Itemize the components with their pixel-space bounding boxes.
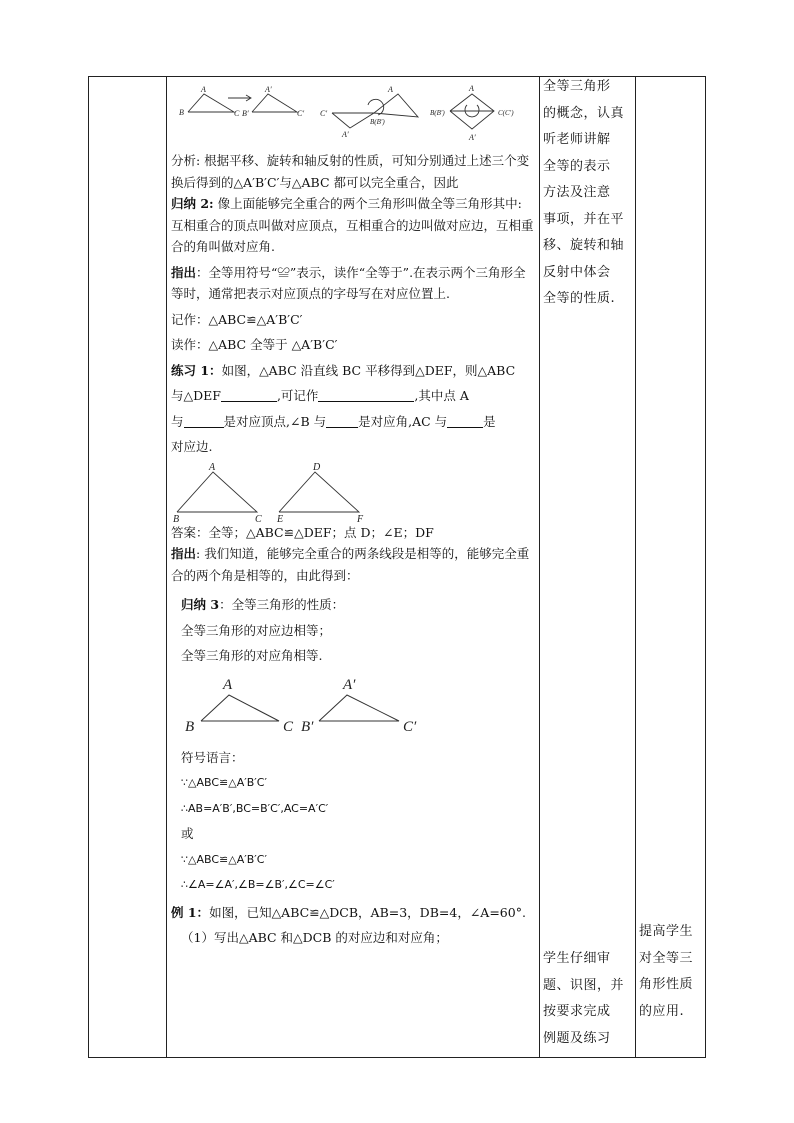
fig3-label: A <box>223 676 233 693</box>
fig1-label: A′ <box>469 133 476 142</box>
fig2-label: E <box>277 513 284 522</box>
symbol-line: ∵△ABC≌△A′B′C′ <box>181 852 267 866</box>
induction-3-label: 归纳 3 <box>181 597 220 612</box>
example-1 <box>171 902 537 924</box>
example-1-sub: （1）写出△ABC 和△DCB 的对应边和对应角； <box>181 930 448 945</box>
write-as: 记作：△ABC≌△A′B′C′ <box>171 311 303 327</box>
exercise-1 <box>171 360 537 382</box>
answer-blank[interactable] <box>318 387 414 402</box>
design-intent <box>639 919 703 1025</box>
induction-3 <box>171 594 537 896</box>
fig1-label: A <box>201 85 206 94</box>
fig1-label: A <box>469 84 474 93</box>
exercise-1-text: 是 <box>483 413 496 429</box>
student-activity-line: 全等三角形 <box>543 79 611 94</box>
design-intent-line: 的应用. <box>639 1003 685 1019</box>
answer-blank[interactable] <box>326 413 358 428</box>
symbol-or: 或 <box>181 826 194 841</box>
fig3-label: C <box>283 718 294 735</box>
fig1-label: B(B′) <box>430 109 445 117</box>
symbol-line: ∵△ABC≌△A′B′C′ <box>181 776 267 789</box>
student-activity-line: 反射中体会 <box>543 264 611 280</box>
symbol-line: ∴∠A=∠A′,∠B=∠B′,∠C=∠C′ <box>181 878 335 891</box>
fig1-label: B(B′) <box>370 118 385 126</box>
note-1-label: 指出 <box>171 264 197 280</box>
example-1-text: 如图，已知△ABC≌△DCB，AB=3，DB=4，∠A=60°. <box>209 904 526 920</box>
exercise-1-text: 如图，△ABC 沿直线 BC 平移得到△DEF，则△ABC <box>221 362 516 378</box>
answer-text: 答案：全等；△ABC≌△DEF；点 D；∠E；DF <box>171 524 434 540</box>
induction-2 <box>171 193 537 258</box>
student-activity-line: 题、识图，并 <box>543 977 625 993</box>
exercise-1-line: 对应边. <box>171 439 213 454</box>
fig3-label: A′ <box>343 676 356 693</box>
answer-blank[interactable] <box>184 413 224 428</box>
fig3-label: C′ <box>403 718 417 735</box>
fig3-label: B <box>185 718 195 735</box>
student-activity-line: 听老师讲解 <box>543 132 611 147</box>
example-1-label: 例 1： <box>171 904 210 920</box>
note-1-text: ：全等用符号“≌”表示，读作“全等于”.在表示两个三角形全等时，通常把表示对应顶点的字母写在对应位置上. <box>171 264 526 301</box>
note-2-text: : 我们知道，能够完全重合的两条线段是相等的，能够完全重合的两个角是相等的，由此得到： <box>171 546 530 583</box>
student-activity-line: 例题及练习 <box>543 1030 611 1046</box>
fig2-label: D <box>313 461 321 473</box>
exercise-1-line <box>171 411 537 433</box>
student-activity-line: 全等的表示 <box>543 158 611 174</box>
student-activity-line: 事项，并在平 <box>543 211 625 227</box>
exercise-1-line <box>171 385 537 407</box>
exercise-1-text: ,其中点 A <box>414 388 469 403</box>
fig1-label: A′ <box>342 130 349 139</box>
fig1-label: C′ <box>320 109 328 118</box>
design-intent-line: 提高学生 <box>639 924 694 939</box>
transform-figure <box>172 80 536 144</box>
column-divider <box>635 76 636 1058</box>
induction-3-line: 全等三角形的对应角相等. <box>181 648 323 663</box>
note-1 <box>171 262 537 305</box>
induction-3-line: 全等三角形的对应边相等； <box>181 622 332 638</box>
fig2-label: B <box>173 513 180 522</box>
note-2-label: 指出 <box>171 546 197 561</box>
fig2-label: C <box>255 513 262 522</box>
fig1-label: C(C′) <box>498 109 514 117</box>
design-intent-line: 角形性质 <box>639 977 694 992</box>
fig1-label: C′ <box>297 109 305 118</box>
fig1-label: B′ <box>242 109 249 118</box>
note-2 <box>171 543 537 586</box>
symbol-language-title: 符号语言： <box>181 749 244 765</box>
exercise-1-text: 与△DEF <box>171 388 221 403</box>
induction-3-title-text: ：全等三角形的性质： <box>219 597 345 612</box>
student-activity-line: 方法及注意 <box>543 185 611 200</box>
fig2-label: A <box>209 461 216 473</box>
student-activity-line: 按要求完成 <box>543 1004 611 1019</box>
exercise-1-text: 是对应角,AC 与 <box>358 413 448 429</box>
exercise-1-text: ,可记作 <box>276 388 319 403</box>
column-divider <box>166 76 167 1058</box>
column-divider <box>539 76 540 1058</box>
translation-figure <box>171 460 371 522</box>
design-intent-line: 对全等三 <box>639 950 694 966</box>
fig1-label: A′ <box>265 85 272 94</box>
exercise-1-text: 是对应顶点,∠B 与 <box>223 413 327 429</box>
student-activity-line: 学生仔细审 <box>543 951 611 966</box>
exercise-1-label: 练习 1： <box>171 362 222 378</box>
student-activity-line: 全等的性质. <box>543 291 616 306</box>
answer-blank[interactable] <box>447 413 483 428</box>
induction-2-text: 像上面能够完全重合的两个三角形叫做全等三角形其中: 互相重合的顶点叫做对应顶点，互相重合的边叫做对应边，互相重合的角叫做对应角. <box>171 196 534 254</box>
fig2-label: F <box>357 513 364 522</box>
induction-2-label: 归纳 2: <box>171 196 214 211</box>
fig1-label: B <box>179 108 184 117</box>
induction-3-title <box>181 594 537 616</box>
student-activity-line: 移、旋转和轴 <box>543 238 625 253</box>
teaching-content <box>171 150 537 949</box>
fig1-label: C <box>234 109 240 118</box>
read-as: 读作：△ABC 全等于 △A′B′C′ <box>171 337 338 352</box>
congruent-triangles-figure <box>181 673 441 743</box>
student-activity-2 <box>543 946 632 1052</box>
answer-blank[interactable] <box>221 387 277 402</box>
fig3-label: B′ <box>301 718 314 735</box>
student-activity-1 <box>543 74 632 313</box>
student-activity-line: 的概念，认真 <box>543 105 625 121</box>
fig1-label: A <box>388 85 393 94</box>
analysis-text: 分析: 根据平移、旋转和轴反射的性质，可知分别通过上述三个变换后得到的△A′B′C′与△ABC 都可以完全重合，因此 <box>171 153 530 190</box>
exercise-1-text: 与 <box>171 413 184 429</box>
symbol-line: ∴AB=A′B′,BC=B′C′,AC=A′C′ <box>181 801 329 815</box>
